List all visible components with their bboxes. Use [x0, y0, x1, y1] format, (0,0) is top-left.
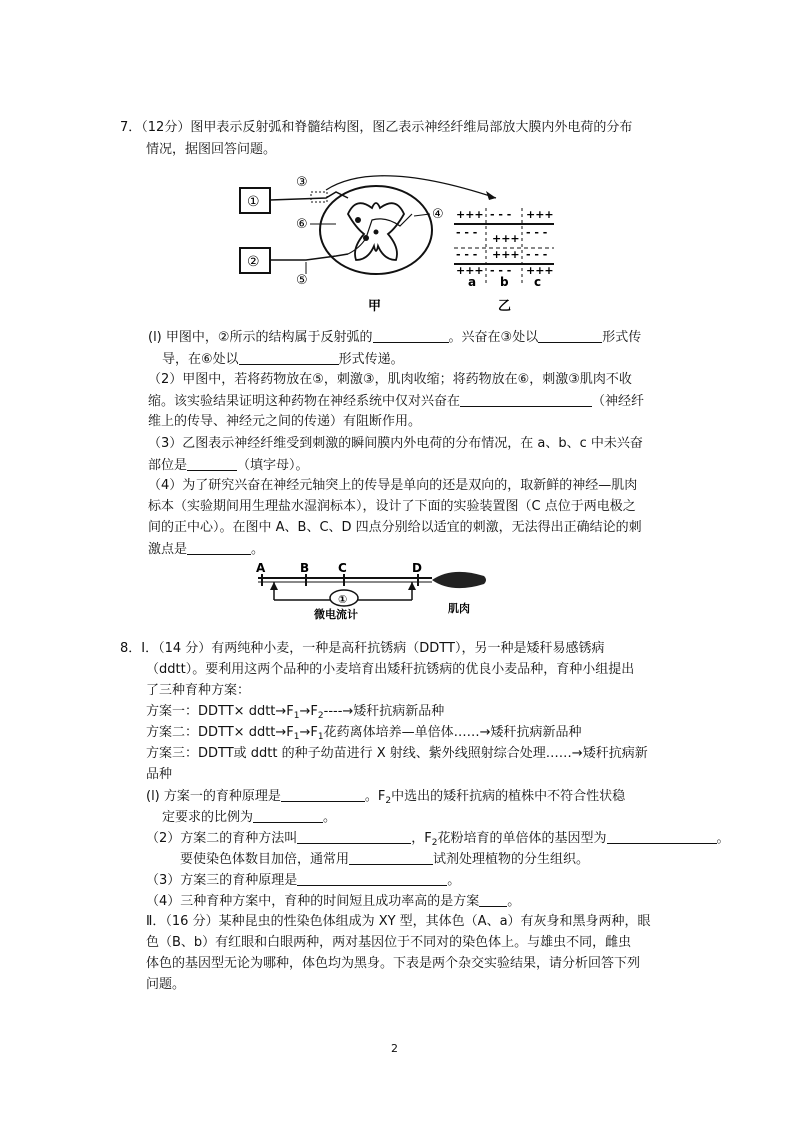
svg-text:+++: +++: [456, 208, 484, 221]
q8-II-line2: 色（B、b）有红眼和白眼两种，两对基因位于不同对的染色体上。与雄虫不同，雌虫: [146, 935, 632, 950]
point-A: A: [256, 561, 266, 575]
q8-II-line3: 体色的基因型无论为哪种，体色均为黑身。下表是两个杂交实验结果，请分析回答下列: [146, 956, 641, 971]
reflex-arc-figure: [236, 168, 556, 318]
answer-blank-3[interactable]: [239, 350, 339, 365]
q8-number: 8．: [120, 641, 142, 656]
point-B: B: [300, 561, 310, 575]
nerve-muscle-figure: [252, 560, 492, 620]
q8-s1-line1: (l) 方案一的育种原理是 。$F_2$中选出的矮秆抗病的植株中不符合性状稳: [146, 789, 626, 806]
answer-blank-8[interactable]: [253, 808, 323, 823]
q7-title-a: （12分）图甲表示反射弧和脊髓结构图，图乙表示神经纤维局部放大膜内外电荷的分布: [141, 120, 633, 135]
meter-label: 微电流计: [314, 608, 358, 620]
nerve-fiber-diagram: [454, 208, 554, 314]
answer-blank-2[interactable]: [538, 328, 602, 343]
point-C: C: [338, 561, 347, 575]
label-yi: 乙: [498, 299, 512, 314]
q8-s2-line2: 要使染色体数目加倍，通常用 试剂处理植物的分生组织。: [180, 852, 590, 867]
answer-blank-9[interactable]: [297, 829, 411, 844]
box1-label: ①: [247, 194, 260, 210]
svg-text:+++: +++: [526, 208, 554, 221]
q7-number: 7．: [120, 120, 142, 135]
q8-s3: （3）方案三的育种原理是 。: [146, 873, 461, 888]
muscle-shape: [432, 572, 486, 588]
q7-p4-line1: （4）为了研究兴奋在神经元轴突上的传导是单向的还是双向的，取新鲜的神经—肌肉: [148, 478, 638, 493]
muscle-label: 肌肉: [448, 602, 470, 615]
plan-3-line2: 品种: [146, 767, 173, 782]
label-3: ③: [296, 175, 308, 190]
q8-s1-line2: 定要求的比例为 。: [162, 810, 337, 825]
label-b: b: [500, 275, 509, 289]
point-D: D: [412, 561, 422, 575]
q8-II-line1: Ⅱ．（16 分）某种昆虫的性染色体组成为 XY 型，其体色（A、a）有灰身和黑身两种，眼: [146, 914, 651, 929]
svg-text:①: ①: [338, 593, 348, 606]
svg-text:+++: +++: [456, 264, 484, 277]
label-6: ⑥: [296, 217, 308, 232]
q7-p2-line1: （2）甲图中，若将药物放在⑤，刺激③，肌肉收缩；将药物放在⑥，刺激③肌肉不收: [148, 372, 632, 387]
svg-text:+++: +++: [526, 264, 554, 277]
q8-I-line1: 8．Ⅰ．（14 分）有两纯种小麦，一种是高秆抗锈病（DDTT），另一种是矮秆易感锈病: [120, 641, 605, 656]
answer-blank-4[interactable]: [460, 392, 592, 407]
answer-blank-13[interactable]: [479, 892, 507, 907]
box2-label: ②: [247, 254, 260, 270]
answer-blank-12[interactable]: [297, 871, 447, 886]
svg-text:+++: +++: [492, 232, 520, 245]
svg-text:- - -: - - -: [490, 264, 512, 277]
q8-I-line3: 了三种育种方案：: [146, 683, 251, 698]
svg-text:+++: +++: [492, 248, 520, 261]
q7-p1-line2: 导，在⑥处以 形式传递。: [162, 352, 404, 367]
q7-p2-line2: 缩。该实验结果证明这种药物在神经系统中仅对兴奋在 （神经纤: [148, 394, 645, 409]
svg-text:- - -: - - -: [456, 226, 478, 239]
q7-p4-line2: 标本（实验期间用生理盐水湿润标本），设计了下面的实验装置图（C 点位于两电极之: [148, 499, 636, 514]
plan-2: 方案二：DDTT× $ddtt\to F_1\to F_1$花药离体培养—单倍体……→矮秆抗病新品种: [146, 725, 582, 742]
q7-title-line2: 情况，据图回答问题。: [146, 142, 277, 157]
answer-blank-7[interactable]: [281, 787, 365, 802]
label-5: ⑤: [296, 273, 308, 288]
answer-blank-1[interactable]: [373, 328, 449, 343]
q8-I-line2: （ddtt）。要利用这两个品种的小麦培育出矮秆抗锈病的优良小麦品种，育种小组提出: [146, 662, 635, 677]
svg-text:- - -: - - -: [456, 248, 478, 261]
q7-title-line1: [120, 119, 632, 137]
svg-text:- - -: - - -: [526, 248, 548, 261]
plan-3-line1: 方案三：DDTT或 ddtt 的种子幼苗进行 X 射线、紫外线照射综合处理……→矮秆抗病新: [146, 746, 648, 761]
q7-p4-line4: 激点是 。: [148, 542, 265, 557]
label-jia: 甲: [368, 299, 382, 314]
label-a: a: [468, 275, 477, 289]
q7-p4-line3: 间的正中心）。在图中 A、B、C、D 四点分别给以适宜的刺激，无法得出正确结论的刺: [148, 520, 642, 535]
q8-II-line4: 问题。: [146, 977, 186, 992]
label-4: ④: [432, 207, 444, 222]
q7-p1-line1: (l) 甲图中，②所示的结构属于反射弧的 。兴奋在③处以 形式传: [148, 330, 642, 345]
q7-p2-line3: 维上的传导、神经元之间的传递）有阻断作用。: [148, 414, 422, 429]
q7-p3-line2: 部位是 （填字母）。: [148, 458, 309, 473]
page-number: 2: [391, 1042, 398, 1055]
q7-p3-line1: （3）乙图表示神经纤维受到刺激的瞬间膜内外电荷的分布情况，在 a、b、c 中未兴奋: [148, 436, 643, 451]
answer-blank-11[interactable]: [349, 850, 433, 865]
answer-blank-10[interactable]: [607, 829, 717, 844]
svg-text:- - -: - - -: [526, 226, 548, 239]
svg-text:- - -: - - -: [490, 208, 512, 221]
q8-s4: （4）三种育种方案中，育种的时间短且成功率高的是方案 。: [146, 894, 521, 909]
q8-s2-line1: （2）方案二的育种方法叫 ，$F_2$花粉培育的单倍体的基因型为 。: [146, 831, 730, 848]
plan-1: 方案一：DDTT× $ddtt\to F_1\to F_2----\to$矮秆抗病新品种: [146, 704, 445, 721]
label-c: c: [534, 275, 542, 289]
answer-blank-6[interactable]: [187, 540, 251, 555]
answer-blank-5[interactable]: [187, 456, 237, 471]
nerve-segment-dashed: [311, 192, 327, 202]
